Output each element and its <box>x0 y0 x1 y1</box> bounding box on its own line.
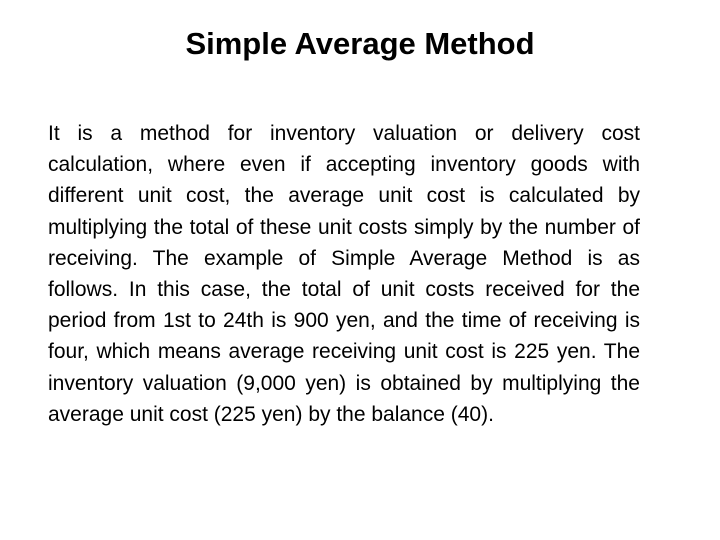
slide-body-text: It is a method for inventory valuation or delivery cost calculation, where even if accepting inventory goods with different unit cost, the average unit cost is calculated by multiplying the total of these unit costs simply by the number of receiving. The example of Simple Average Method is as follows. In this case, the total of unit costs received for the period from 1st to 24th is 900 yen, and the time of receiving is four, which means average receiving unit cost is 225 yen. The inventory valuation (9,000 yen) is obtained by multiplying the average unit cost (225 yen) by the balance (40). <box>48 122 640 426</box>
slide-title: Simple Average Method <box>185 26 535 61</box>
